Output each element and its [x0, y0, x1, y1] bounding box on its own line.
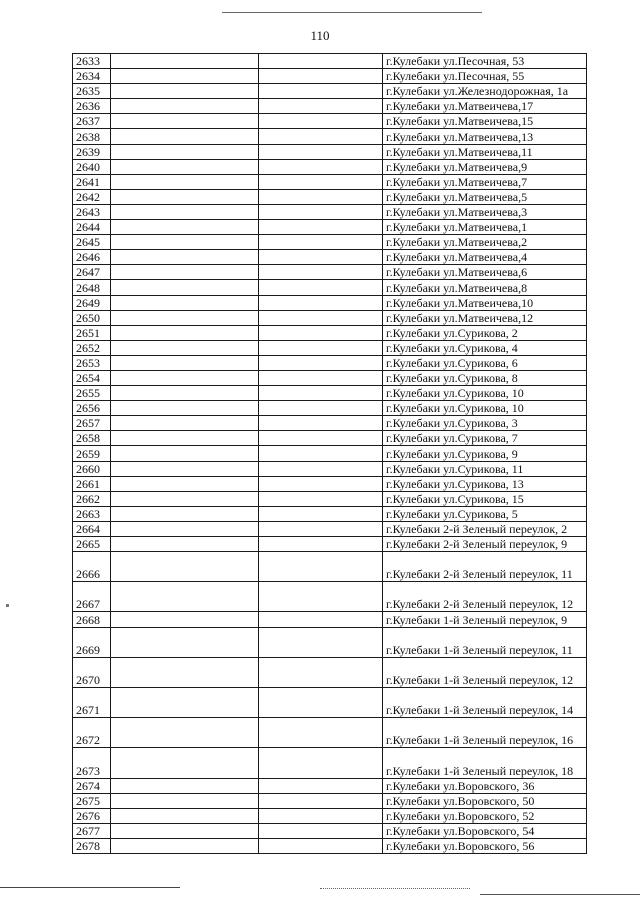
empty-cell-b	[259, 552, 383, 582]
address-cell: г.Кулебаки ул.Матвеичева,10	[383, 295, 587, 310]
empty-cell-a	[111, 521, 259, 536]
address-cell: г.Кулебаки 2-й Зеленый переулок, 11	[383, 552, 587, 582]
row-number-cell: 2636	[73, 99, 111, 114]
address-cell: г.Кулебаки ул.Песочная, 55	[383, 69, 587, 84]
table-row	[73, 793, 587, 808]
table-row	[73, 582, 587, 612]
empty-cell-a	[111, 129, 259, 144]
empty-cell-b	[259, 250, 383, 265]
empty-cell-a	[111, 174, 259, 189]
empty-cell-a	[111, 250, 259, 265]
address-cell: г.Кулебаки ул.Сурикова, 2	[383, 325, 587, 340]
table-row	[73, 778, 587, 793]
empty-cell-b	[259, 310, 383, 325]
empty-cell-a	[111, 265, 259, 280]
empty-cell-a	[111, 370, 259, 385]
empty-cell-b	[259, 687, 383, 717]
page-number: 110	[310, 28, 330, 43]
address-cell: г.Кулебаки ул.Матвеичева,17	[383, 99, 587, 114]
row-number-cell: 2635	[73, 84, 111, 99]
empty-cell-a	[111, 612, 259, 627]
address-cell: г.Кулебаки ул.Сурикова, 15	[383, 491, 587, 506]
empty-cell-b	[259, 159, 383, 174]
address-cell: г.Кулебаки ул.Матвеичева,1	[383, 220, 587, 235]
empty-cell-b	[259, 657, 383, 687]
empty-cell-b	[259, 84, 383, 99]
row-number-cell: 2675	[73, 793, 111, 808]
row-number-cell: 2652	[73, 340, 111, 355]
empty-cell-b	[259, 521, 383, 536]
address-cell: г.Кулебаки ул.Матвеичева,8	[383, 280, 587, 295]
empty-cell-a	[111, 778, 259, 793]
row-number-cell: 2640	[73, 159, 111, 174]
empty-cell-a	[111, 476, 259, 491]
empty-cell-a	[111, 69, 259, 84]
table-row	[73, 416, 587, 431]
table-row	[73, 69, 587, 84]
row-number-cell: 2634	[73, 69, 111, 84]
empty-cell-a	[111, 491, 259, 506]
row-number-cell: 2639	[73, 144, 111, 159]
address-cell: г.Кулебаки 2-й Зеленый переулок, 12	[383, 582, 587, 612]
address-cell: г.Кулебаки ул.Матвеичева,7	[383, 174, 587, 189]
table-row	[73, 386, 587, 401]
address-cell: г.Кулебаки 1-й Зеленый переулок, 18	[383, 748, 587, 778]
table-row	[73, 491, 587, 506]
empty-cell-b	[259, 99, 383, 114]
address-cell: г.Кулебаки 1-й Зеленый переулок, 14	[383, 687, 587, 717]
row-number-cell: 2668	[73, 612, 111, 627]
table-row	[73, 521, 587, 536]
table-row	[73, 718, 587, 748]
row-number-cell: 2650	[73, 310, 111, 325]
empty-cell-a	[111, 687, 259, 717]
empty-cell-a	[111, 401, 259, 416]
table-row	[73, 838, 587, 853]
table-body	[73, 54, 587, 854]
empty-cell-a	[111, 838, 259, 853]
address-cell: г.Кулебаки ул.Сурикова, 8	[383, 370, 587, 385]
address-cell: г.Кулебаки 1-й Зеленый переулок, 11	[383, 627, 587, 657]
table-row	[73, 265, 587, 280]
empty-cell-b	[259, 220, 383, 235]
address-cell: г.Кулебаки ул.Песочная, 53	[383, 54, 587, 69]
empty-cell-b	[259, 114, 383, 129]
row-number-cell: 2678	[73, 838, 111, 853]
empty-cell-b	[259, 793, 383, 808]
empty-cell-b	[259, 748, 383, 778]
empty-cell-a	[111, 114, 259, 129]
row-number-cell: 2654	[73, 370, 111, 385]
table-row	[73, 340, 587, 355]
empty-cell-b	[259, 129, 383, 144]
row-number-cell: 2657	[73, 416, 111, 431]
row-number-cell: 2672	[73, 718, 111, 748]
empty-cell-a	[111, 416, 259, 431]
row-number-cell: 2662	[73, 491, 111, 506]
address-cell: г.Кулебаки ул.Сурикова, 5	[383, 506, 587, 521]
empty-cell-b	[259, 612, 383, 627]
address-cell: г.Кулебаки ул.Воровского, 36	[383, 778, 587, 793]
address-cell: г.Кулебаки 1-й Зеленый переулок, 9	[383, 612, 587, 627]
row-number-cell: 2641	[73, 174, 111, 189]
table-row	[73, 461, 587, 476]
table-row	[73, 506, 587, 521]
table-row	[73, 159, 587, 174]
row-number-cell: 2642	[73, 189, 111, 204]
table-row	[73, 295, 587, 310]
empty-cell-a	[111, 446, 259, 461]
address-cell: г.Кулебаки 2-й Зеленый переулок, 2	[383, 521, 587, 536]
empty-cell-b	[259, 204, 383, 219]
address-cell: г.Кулебаки ул.Сурикова, 9	[383, 446, 587, 461]
address-cell: г.Кулебаки ул.Сурикова, 3	[383, 416, 587, 431]
row-number-cell: 2637	[73, 114, 111, 129]
empty-cell-b	[259, 340, 383, 355]
table-row	[73, 687, 587, 717]
empty-cell-a	[111, 355, 259, 370]
empty-cell-a	[111, 340, 259, 355]
empty-cell-a	[111, 552, 259, 582]
empty-cell-a	[111, 204, 259, 219]
empty-cell-b	[259, 627, 383, 657]
empty-cell-a	[111, 431, 259, 446]
empty-cell-a	[111, 461, 259, 476]
table-row	[73, 370, 587, 385]
row-number-cell: 2647	[73, 265, 111, 280]
bottom-rule-center	[320, 888, 470, 889]
empty-cell-a	[111, 506, 259, 521]
table-row	[73, 325, 587, 340]
table-row	[73, 401, 587, 416]
empty-cell-a	[111, 748, 259, 778]
row-number-cell: 2670	[73, 657, 111, 687]
table-row	[73, 144, 587, 159]
address-cell: г.Кулебаки ул.Матвеичева,2	[383, 235, 587, 250]
empty-cell-b	[259, 431, 383, 446]
empty-cell-b	[259, 370, 383, 385]
empty-cell-a	[111, 295, 259, 310]
empty-cell-b	[259, 416, 383, 431]
table-row	[73, 54, 587, 69]
empty-cell-b	[259, 476, 383, 491]
empty-cell-a	[111, 54, 259, 69]
bottom-rule-left	[0, 887, 180, 888]
empty-cell-a	[111, 808, 259, 823]
empty-cell-b	[259, 506, 383, 521]
empty-cell-a	[111, 793, 259, 808]
empty-cell-b	[259, 838, 383, 853]
row-number-cell: 2653	[73, 355, 111, 370]
row-number-cell: 2658	[73, 431, 111, 446]
row-number-cell: 2643	[73, 204, 111, 219]
address-cell: г.Кулебаки ул.Сурикова, 6	[383, 355, 587, 370]
empty-cell-a	[111, 144, 259, 159]
address-cell: г.Кулебаки ул.Сурикова, 7	[383, 431, 587, 446]
table-row	[73, 552, 587, 582]
row-number-cell: 2667	[73, 582, 111, 612]
empty-cell-b	[259, 295, 383, 310]
empty-cell-a	[111, 582, 259, 612]
empty-cell-a	[111, 189, 259, 204]
empty-cell-a	[111, 235, 259, 250]
empty-cell-b	[259, 265, 383, 280]
top-rule	[222, 12, 482, 13]
table-row	[73, 250, 587, 265]
empty-cell-b	[259, 280, 383, 295]
row-number-cell: 2674	[73, 778, 111, 793]
empty-cell-b	[259, 235, 383, 250]
address-cell: г.Кулебаки ул.Матвеичева,11	[383, 144, 587, 159]
empty-cell-b	[259, 174, 383, 189]
table-row	[73, 189, 587, 204]
address-cell: г.Кулебаки ул.Воровского, 54	[383, 823, 587, 838]
table-row	[73, 476, 587, 491]
table-row	[73, 204, 587, 219]
empty-cell-b	[259, 582, 383, 612]
address-cell: г.Кулебаки ул.Воровского, 50	[383, 793, 587, 808]
table-row	[73, 808, 587, 823]
row-number-cell: 2651	[73, 325, 111, 340]
row-number-cell: 2663	[73, 506, 111, 521]
row-number-cell: 2644	[73, 220, 111, 235]
address-register-table	[72, 53, 587, 854]
address-cell: г.Кулебаки ул.Матвеичева,5	[383, 189, 587, 204]
empty-cell-b	[259, 491, 383, 506]
row-number-cell: 2646	[73, 250, 111, 265]
row-number-cell: 2659	[73, 446, 111, 461]
empty-cell-b	[259, 446, 383, 461]
table-row	[73, 612, 587, 627]
scan-mark	[6, 604, 9, 607]
empty-cell-a	[111, 84, 259, 99]
table-row	[73, 220, 587, 235]
table-row	[73, 129, 587, 144]
table-row	[73, 627, 587, 657]
empty-cell-b	[259, 461, 383, 476]
row-number-cell: 2638	[73, 129, 111, 144]
empty-cell-b	[259, 778, 383, 793]
address-cell: г.Кулебаки 1-й Зеленый переулок, 12	[383, 657, 587, 687]
row-number-cell: 2649	[73, 295, 111, 310]
address-cell: г.Кулебаки 2-й Зеленый переулок, 9	[383, 537, 587, 552]
empty-cell-b	[259, 189, 383, 204]
address-cell: г.Кулебаки ул.Сурикова, 4	[383, 340, 587, 355]
address-cell: г.Кулебаки ул.Матвеичева,12	[383, 310, 587, 325]
empty-cell-a	[111, 386, 259, 401]
row-number-cell: 2673	[73, 748, 111, 778]
row-number-cell: 2669	[73, 627, 111, 657]
table-row	[73, 823, 587, 838]
empty-cell-b	[259, 386, 383, 401]
address-cell: г.Кулебаки ул.Сурикова, 13	[383, 476, 587, 491]
row-number-cell: 2677	[73, 823, 111, 838]
empty-cell-a	[111, 310, 259, 325]
address-cell: г.Кулебаки ул.Матвеичева,13	[383, 129, 587, 144]
empty-cell-a	[111, 627, 259, 657]
address-cell: г.Кулебаки ул.Матвеичева,9	[383, 159, 587, 174]
address-cell: г.Кулебаки ул.Железнодорожная, 1а	[383, 84, 587, 99]
empty-cell-a	[111, 657, 259, 687]
empty-cell-b	[259, 325, 383, 340]
address-cell: г.Кулебаки 1-й Зеленый переулок, 16	[383, 718, 587, 748]
row-number-cell: 2664	[73, 521, 111, 536]
row-number-cell: 2665	[73, 537, 111, 552]
table-row	[73, 280, 587, 295]
row-number-cell: 2671	[73, 687, 111, 717]
table-row	[73, 99, 587, 114]
empty-cell-b	[259, 537, 383, 552]
empty-cell-b	[259, 401, 383, 416]
empty-cell-a	[111, 537, 259, 552]
address-cell: г.Кулебаки ул.Матвеичева,4	[383, 250, 587, 265]
empty-cell-a	[111, 325, 259, 340]
row-number-cell: 2676	[73, 808, 111, 823]
empty-cell-b	[259, 144, 383, 159]
empty-cell-b	[259, 823, 383, 838]
table-row	[73, 748, 587, 778]
table-row	[73, 446, 587, 461]
table-row	[73, 84, 587, 99]
table-row	[73, 431, 587, 446]
empty-cell-a	[111, 823, 259, 838]
table-row	[73, 657, 587, 687]
address-cell: г.Кулебаки ул.Матвеичева,3	[383, 204, 587, 219]
row-number-cell: 2656	[73, 401, 111, 416]
empty-cell-b	[259, 355, 383, 370]
bottom-rule-right	[480, 894, 640, 895]
address-cell: г.Кулебаки ул.Матвеичева,15	[383, 114, 587, 129]
empty-cell-a	[111, 220, 259, 235]
empty-cell-b	[259, 718, 383, 748]
address-cell: г.Кулебаки ул.Сурикова, 11	[383, 461, 587, 476]
row-number-cell: 2660	[73, 461, 111, 476]
empty-cell-b	[259, 808, 383, 823]
empty-cell-b	[259, 54, 383, 69]
row-number-cell: 2648	[73, 280, 111, 295]
row-number-cell: 2666	[73, 552, 111, 582]
address-cell: г.Кулебаки ул.Матвеичева,6	[383, 265, 587, 280]
table-row	[73, 310, 587, 325]
empty-cell-a	[111, 280, 259, 295]
row-number-cell: 2661	[73, 476, 111, 491]
empty-cell-a	[111, 159, 259, 174]
address-cell: г.Кулебаки ул.Воровского, 52	[383, 808, 587, 823]
empty-cell-a	[111, 718, 259, 748]
row-number-cell: 2655	[73, 386, 111, 401]
row-number-cell: 2645	[73, 235, 111, 250]
table-row	[73, 174, 587, 189]
empty-cell-a	[111, 99, 259, 114]
empty-cell-b	[259, 69, 383, 84]
table-row	[73, 114, 587, 129]
address-cell: г.Кулебаки ул.Воровского, 56	[383, 838, 587, 853]
table-row	[73, 235, 587, 250]
table-row	[73, 355, 587, 370]
address-cell: г.Кулебаки ул.Сурикова, 10	[383, 386, 587, 401]
row-number-cell: 2633	[73, 54, 111, 69]
address-cell: г.Кулебаки ул.Сурикова, 10	[383, 401, 587, 416]
table-row	[73, 537, 587, 552]
